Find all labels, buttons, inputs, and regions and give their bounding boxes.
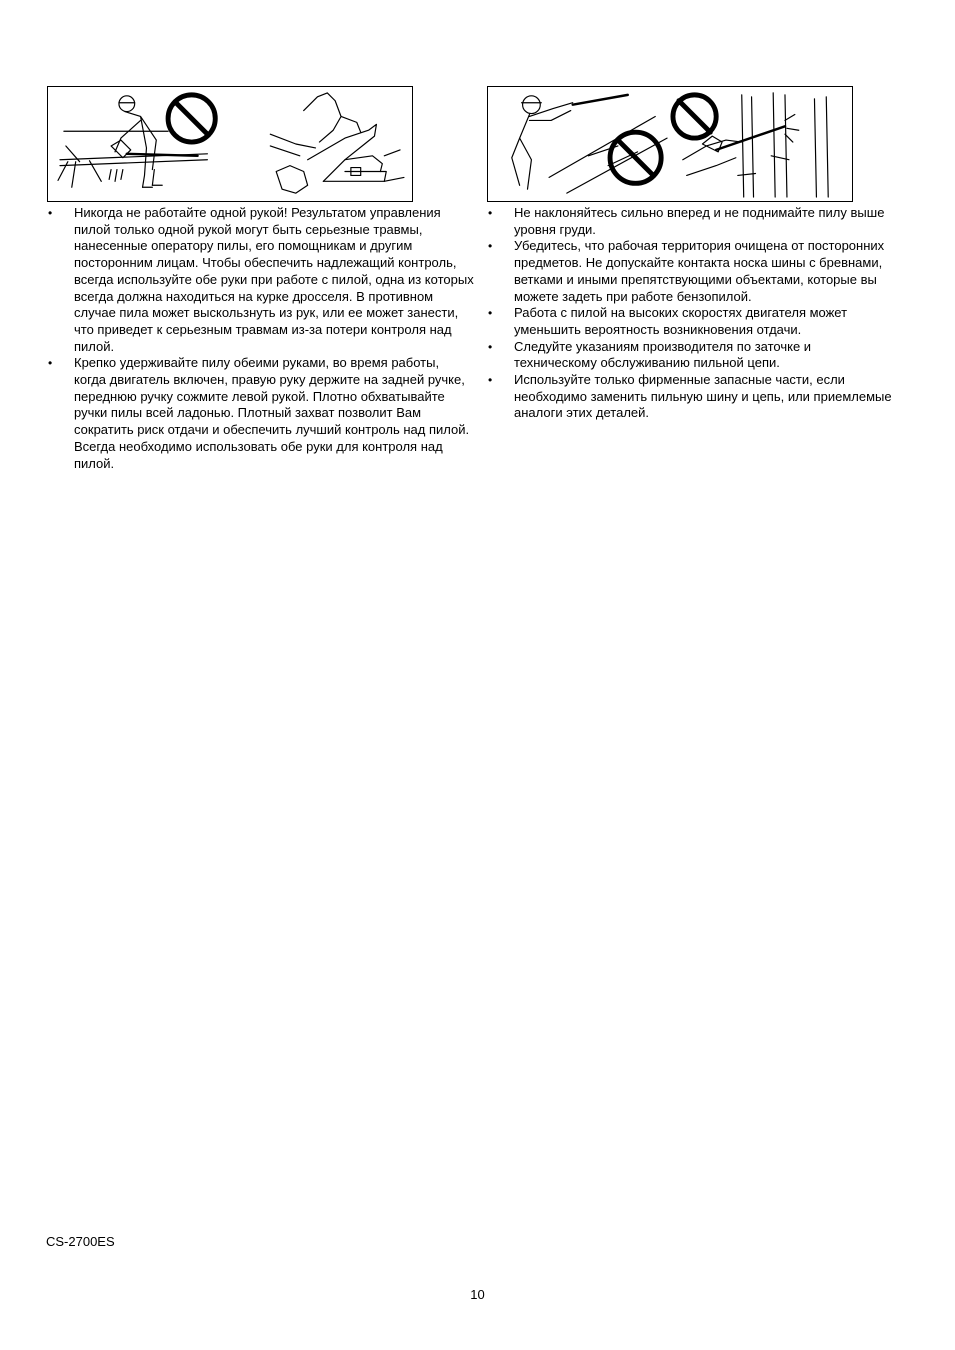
right-illustration (487, 86, 853, 202)
kickback-warning-illustration (488, 87, 852, 201)
right-bullet-item-5: • Используйте только фирменные запасные части, если необходимо заменить пильную шину и цепь, или приемлемые аналоги этих деталей. (486, 372, 896, 422)
left-bullet-list (46, 205, 474, 472)
one-hand-warning-illustration (48, 87, 412, 201)
left-column (46, 205, 474, 472)
right-bullet-item-1: • Не наклоняйтесь сильно вперед и не поднимайте пилу выше уровня груди. (486, 205, 896, 238)
right-bullet-list (486, 205, 896, 422)
model-label: CS-2700ES (46, 1234, 115, 1249)
page-number: 10 (470, 1287, 485, 1302)
right-bullet-item-4: • Следуйте указаниям производителя по заточке и техническому обслуживанию пильной цепи. (486, 339, 896, 372)
left-illustration (47, 86, 413, 202)
right-bullet-item-2: • Убедитесь, что рабочая территория очищена от посторонних предметов. Не допускайте контакта носка шины с бревнами, ветками и иными препятствующими объектами, которые вы можете задеть при работе бензопилой. (486, 238, 896, 305)
right-column (486, 205, 896, 422)
left-bullet-item-1: • Никогда не работайте одной рукой! Результатом управления пилой только одной рукой могут быть серьезные травмы, нанесенные оператору пилы, его помощникам и другим посторонним лицам. Чтобы обеспечить надлежащий контроль, всегда используйте обе руки при работе с пилой, одна из которых всегда должна находиться на курке дросселя. В противном случае пила может выскользнуть из рук, или ее может занести, что приведет к серьезным травмам из-за потери контроля над пилой. (46, 205, 474, 355)
left-bullet-item-2: • Крепко удерживайте пилу обеими руками, во время работы, когда двигатель включен, правую руку держите на задней ручке, переднюю ручку сожмите левой рукой. Плотно обхватывайте ручки пилы всей ладонью. Плотный захват позволит Вам сократить риск отдачи и обеспечить лучший контроль над пилой. Всегда необходимо использовать обе руки для контроля над пилой. (46, 355, 474, 472)
right-bullet-item-3: • Работа с пилой на высоких скоростях двигателя может уменьшить вероятность возникновения отдачи. (486, 305, 896, 338)
